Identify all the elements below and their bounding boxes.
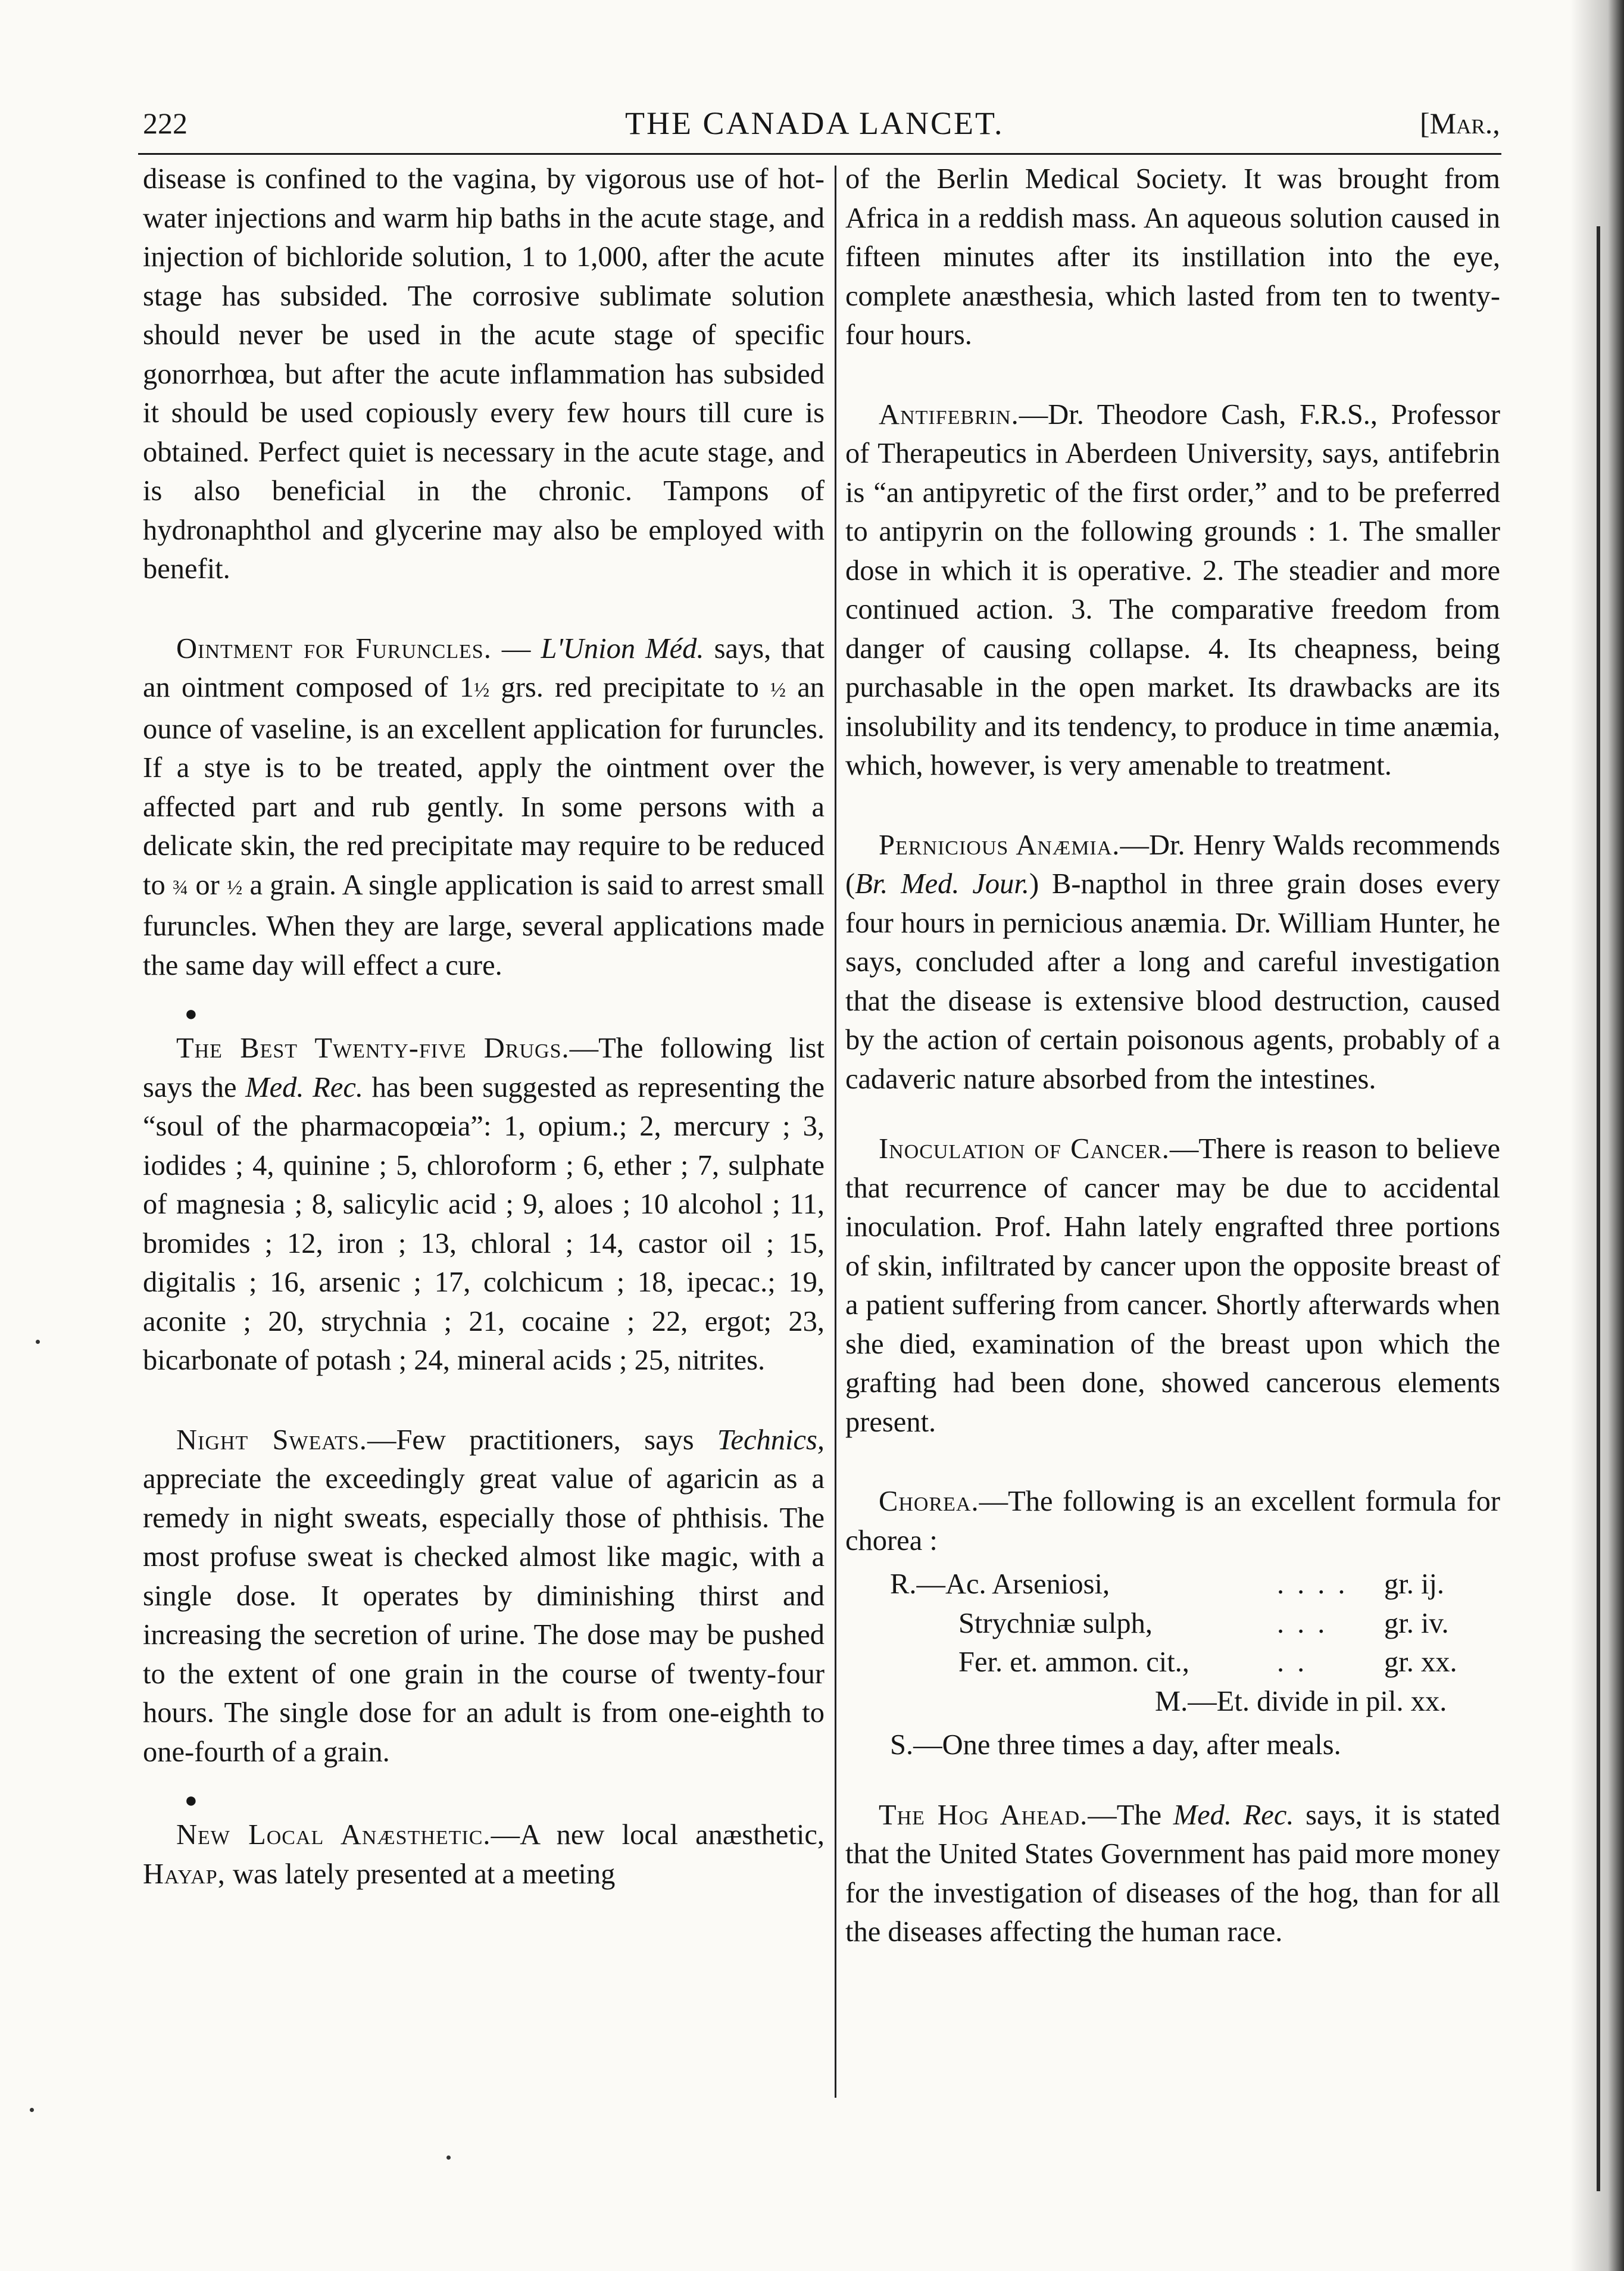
pernicious-anaemia-heading: Pernicious Anæmia. [879, 829, 1120, 861]
night-sweats-text-1: —Few practitioners, says [367, 1424, 717, 1456]
journal-title: THE CANADA LANCET. [625, 105, 1004, 141]
night-sweats-source: Technics, [717, 1424, 825, 1456]
anaesthetic-name: Hayap, [143, 1858, 226, 1890]
night-sweats-heading: Night Sweats. [176, 1424, 367, 1456]
fraction-3: ¾ [172, 875, 189, 899]
bullet-ornament: ● [185, 1788, 198, 1812]
pernicious-anaemia-text-1: —Dr. Henry Walds recommends ( [845, 829, 1500, 900]
left-column [143, 160, 825, 1893]
furuncles-text-3: an ounce of vaseline, is an excellent application for furuncles. If a stye is to be treated, apply the ointment over the affected part and rub gently. In some persons with a delicate skin, the red precipitate may require to be reduced to [143, 672, 825, 901]
page-header [0, 0, 1624, 155]
antifebrin-text: —Dr. Theodore Cash, F.R.S., Professor of Therapeutics in Aberdeen University, says, antifebrin is “an antipyretic of the first order,” and to be preferred to antipyrin on the following grounds : 1. The smaller dose in which it is operative. 2. The steadier and more continued action. 3. The comparative freedom from danger of causing collapse. 4. Its cheapness, being purchasable in the open market. Its drawbacks are its insolubility and its tendency, to produce in time anæmia, which, however, is very amenable to treatment. [845, 398, 1500, 781]
issue-month: [Mar., [1420, 107, 1500, 140]
chorea-text: —The following is an excellent formula for chorea : [845, 1486, 1500, 1556]
column-divider [835, 166, 836, 2098]
formula-ingredient: R.—Ac. Arseniosi, [890, 1568, 1110, 1600]
night-sweats-text-2: appreciate the exceedingly great value of agaricin as a remedy in night sweats, especially those of phthisis. The most profuse sweat is checked almost like magic, with a single dose. It operates by diminishing thirst and increasing the secretion of urine. The dose may be pushed to the extent of one grain in the course of twenty-four hours. The single dose for an adult is from one-eighth to one-fourth of a grain. [143, 1463, 825, 1768]
pernicious-anaemia-text-2: ) B-napthol in three grain doses every four hours in pernicious anæmia. Dr. William Hunter, he says, concluded after a long and careful investigation that the disease is extensive blood destruction, caused by the action of certain poisonous agents, probably of a cadaveric nature absorbed from the intestines. [845, 868, 1500, 1095]
formula-quantity: gr. iv. [1384, 1607, 1449, 1639]
furuncles-text-5: a grain. A single application is said to arrest small furuncles. When they are large, several applications made the same day will effect a cure. [143, 869, 825, 981]
best-drugs-article [143, 1029, 825, 1380]
scan-speck [30, 2108, 34, 2112]
night-sweats-article [143, 1421, 825, 1772]
pernicious-anaemia-source: Br. Med. Jour. [855, 868, 1030, 900]
scan-speck [36, 1340, 40, 1344]
pernicious-anaemia-article [845, 826, 1500, 1099]
local-anaesthetic-text-1: —A new local anæsthetic, [491, 1819, 825, 1851]
best-drugs-heading: The Best Twenty-five Drugs. [176, 1032, 570, 1064]
binding-edge-line [1597, 226, 1600, 2191]
formula-quantity: gr. xx. [1384, 1646, 1457, 1678]
formula-leader: .... [1277, 1568, 1358, 1600]
formula-row [845, 1643, 1500, 1682]
formula-divide: M.—Et. divide in pil. xx. [1155, 1685, 1447, 1717]
furuncles-text-4: or [188, 869, 227, 901]
formula-quantity: gr. ij. [1384, 1568, 1445, 1600]
furuncles-article: Ointment for Furuncles. — L'Union Méd. says, that an ointment composed of 1½ grs. red precipitate to ½ an ounce of vaseline, is an excellent application for furuncles. If a stye is to be treated, apply the ointment over the affected part and rub gently. In some persons with a delicate skin, the red precipitate may require to be reduced to ¾ or ½ a grain. A single application is said to arrest small furuncles. When they are large, several applications made the same day will effect a cure. [143, 632, 825, 981]
formula-ingredient: Fer. et. ammon. cit., [958, 1646, 1189, 1678]
formula-leader: ... [1277, 1607, 1338, 1639]
furuncles-text-1: says, that an ointment composed of 1 [143, 632, 825, 703]
formula-ingredient: Strychniæ sulph, [958, 1607, 1153, 1639]
formula-row [845, 1604, 1500, 1643]
chorea-article [845, 1482, 1500, 1560]
formula-leader: .. [1277, 1646, 1318, 1678]
chorea-formula [845, 1565, 1500, 1765]
hog-ahead-heading: The Hog Ahead. [879, 1799, 1088, 1831]
antifebrin-article [845, 395, 1500, 785]
hog-ahead-text-2: says, it is stated that the United States Government has paid more money for the investigation of diseases of the hog, than for all the diseases affecting the human race. [845, 1799, 1501, 1948]
fraction-4: ½ [227, 875, 243, 899]
furuncles-text-2: grs. red precipitate to [489, 672, 770, 703]
page-number: 222 [143, 107, 188, 140]
chorea-heading: Chorea. [879, 1486, 979, 1517]
hog-ahead-article [845, 1796, 1500, 1952]
local-anaesthetic-text-2: was lately presented at a meeting [225, 1858, 616, 1890]
local-anaesthetic-heading: New Local Anæsthetic. [176, 1819, 491, 1851]
scan-speck [446, 2155, 451, 2160]
best-drugs-text-1: —The following list says the [143, 1032, 825, 1103]
inoculation-article [845, 1130, 1500, 1442]
furuncles-source: L'Union Méd. [541, 632, 704, 665]
fraction-1: ½ [474, 678, 490, 701]
formula-signature: S.—One three times a day, after meals. [890, 1729, 1341, 1761]
gonorrhoea-paragraph: disease is confined to the vagina, by vigorous use of hot-water injections and warm hip baths in the acute stage, and injection of bichloride solution, 1 to 1,000, after the acute stage has subsided. The corrosive sublimate solution should never be used in the acute stage of specific gonorrhœa, but after the acute inflammation has subsided it should be used copiously every few hours till cure is obtained. Perfect quiet is necessary in the acute stage, and is also beneficial in the chronic. Tampons of hydronaphthol and glycerine may also be employed with benefit. [143, 163, 825, 585]
best-drugs-source: Med. Rec. [245, 1071, 363, 1103]
formula-row [845, 1565, 1500, 1604]
anaesthetic-continued-paragraph: of the Berlin Medical Society. It was brought from Africa in a reddish mass. An aqueous solution caused in fifteen minutes after its instillation into the eye, complete anæsthesia, which lasted from ten to twenty-four hours. [845, 163, 1500, 351]
furuncles-heading: Ointment for Furuncles. [176, 632, 492, 665]
hog-ahead-source: Med. Rec. [1173, 1799, 1294, 1831]
local-anaesthetic-article [143, 1815, 825, 1893]
inoculation-heading: Inoculation of Cancer. [879, 1133, 1170, 1165]
antifebrin-heading: Antifebrin. [879, 398, 1019, 431]
hog-ahead-text-1: —The [1088, 1799, 1173, 1831]
best-drugs-text-2: has been suggested as representing the “soul of the pharmacopœia”: 1, opium.; 2, mercury ; 3, iodides ; 4, quinine ; 5, chloroform ; 6, ether ; 7, sulphate of magnesia ; 8, salicylic acid ; 9, aloes ; 10 alcohol ; 11, bromides ; 12, iron ; 13, chloral ; 14, castor oil ; 15, digitalis ; 16, arsenic ; 17, colchicum ; 18, ipecac.; 19, aconite ; 20, strychnia ; 21, cocaine ; 22, ergot; 23, bicarbonate of potash ; 24, mineral acids ; 25, nitrites. [143, 1071, 825, 1376]
header-rule [138, 153, 1501, 155]
inoculation-text: —There is reason to believe that recurrence of cancer may be due to accidental inoculation. Prof. Hahn lately engrafted three portions of skin, infiltrated by cancer upon the opposite breast of a patient suffering from cancer. Shortly afterwards when she died, examination of the breast upon which the grafting had been done, showed cancerous elements present. [845, 1133, 1500, 1438]
fraction-2: ½ [770, 678, 786, 701]
bullet-ornament: ● [185, 1002, 198, 1025]
right-column [845, 160, 1500, 1952]
